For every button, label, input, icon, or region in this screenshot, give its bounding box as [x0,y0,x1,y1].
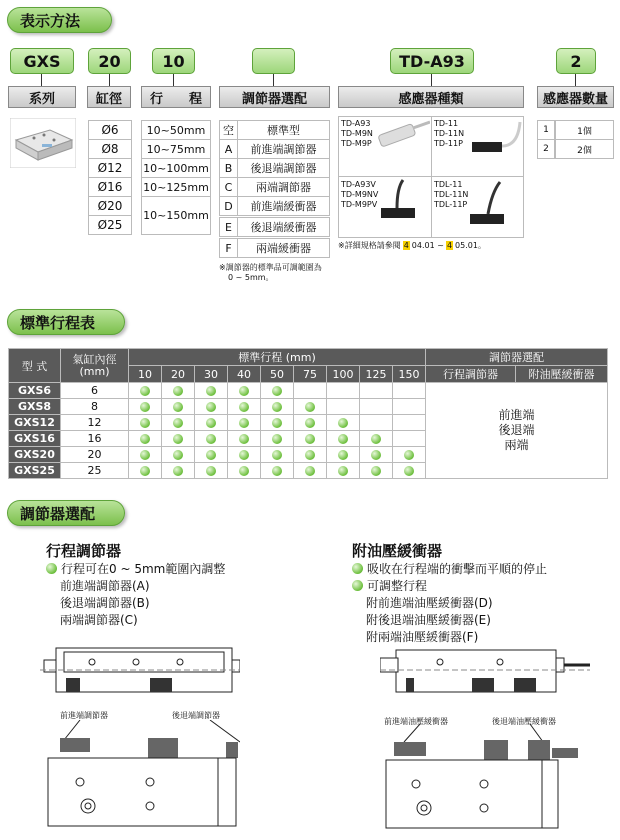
section-title-standard-stroke: 標準行程表 [7,309,125,335]
available-dot [404,466,414,476]
available-dot [239,466,249,476]
bore-cell: 6 [61,383,129,399]
bore-16: Ø16 [88,177,132,197]
stroke-cell [393,431,426,447]
stroke-cell [195,431,228,447]
stroke-col-header: 40 [228,366,261,383]
stroke-col-header: 20 [162,366,195,383]
stroke-cell [261,463,294,479]
bore-cell: 16 [61,431,129,447]
qty-val: 2個 [555,139,614,159]
sensor-image [375,178,430,236]
header-stroke: 行 程 [141,86,211,108]
available-dot [140,418,150,428]
sensor-image [468,178,523,236]
available-dot [173,386,183,396]
stroke-range: 10~100mm [141,158,211,178]
adjuster-row: C 兩端調節器 [219,177,330,197]
stroke-cell [162,431,195,447]
bore-cell: 12 [61,415,129,431]
stroke-cell [228,431,261,447]
left-line: 兩端調節器(C) [60,613,138,627]
available-dot [206,450,216,460]
stroke-cell [195,399,228,415]
stroke-cell [228,447,261,463]
stroke-cell [162,415,195,431]
code-qty: 2 [556,48,596,74]
sensor-note: ※詳細規格請參閱 4 04.01 ~ 4 05.01。 [338,241,486,250]
header-sensor: 感應器種類 [338,86,524,108]
adjuster-row: 空 標準型 [219,120,330,140]
stroke-cell [294,383,327,399]
stroke-cell [327,415,360,431]
stroke-cell [360,431,393,447]
available-dot [173,434,183,444]
label-rear-adjuster: 後退端調節器 [172,711,220,720]
code-sensor: TD-A93 [390,48,474,74]
available-dot [371,434,381,444]
adjuster-row: F 兩端緩衝器 [219,238,330,258]
adjuster-option: 兩端 [504,438,529,452]
stroke-cell [294,463,327,479]
header-series: 系列 [8,86,76,108]
stroke-range: 10~125mm [141,177,211,197]
qty-num: 2 [537,139,555,159]
model-cell: GXS12 [9,415,61,431]
adjuster-note: ※調節器的標準品可調範圍為 [219,263,322,272]
section-title-adjuster: 調節器選配 [7,500,125,526]
stroke-cell [294,399,327,415]
right-title: 附油壓緩衝器 [352,542,443,560]
stroke-col-header: 100 [327,366,360,383]
model-cell: GXS8 [9,399,61,415]
available-dot [338,466,348,476]
stroke-cell [129,383,162,399]
stroke-cell [162,463,195,479]
header-qty: 感應器數量 [537,86,614,108]
available-dot [206,402,216,412]
stroke-col-header: 50 [261,366,294,383]
stroke-cell [228,463,261,479]
stroke-range: 10~75mm [141,139,211,159]
right-bullet: 可調整行程 [352,577,427,594]
sensor-model-a: TD-A93 TD-M9N TD-M9P [341,119,373,148]
model-cell: GXS6 [9,383,61,399]
stroke-cell [360,415,393,431]
available-dot [272,402,282,412]
adjuster-row: B 後退端調節器 [219,158,330,178]
adjuster-options-cell [426,383,608,479]
stroke-cell [327,447,360,463]
stroke-cell [228,383,261,399]
adj-col-header: 行程調節器 [426,366,516,383]
code-adjuster [252,48,295,74]
available-dot [272,418,282,428]
stroke-cell [261,431,294,447]
adjuster-option: 後退端 [498,423,535,437]
qty-val: 1個 [555,120,614,140]
available-dot [206,418,216,428]
stroke-cell [393,383,426,399]
adjuster-row: E 後退端緩衝器 [219,217,330,237]
left-line: 前進端調節器(A) [60,579,150,593]
bore-cell: 20 [61,447,129,463]
stroke-cell [162,399,195,415]
available-dot [338,450,348,460]
stroke-range: 10~50mm [141,120,211,140]
available-dot [338,418,348,428]
sensor-image [375,120,430,170]
section-title-notation: 表示方法 [7,7,112,33]
label-front-adjuster: 前進端調節器 [60,711,108,720]
stroke-cell [294,415,327,431]
stroke-col-header: 30 [195,366,228,383]
stroke-cell [327,431,360,447]
available-dot [272,434,282,444]
bore-20: Ø20 [88,196,132,216]
available-dot [272,386,282,396]
available-dot [206,434,216,444]
available-dot [173,466,183,476]
available-dot [140,450,150,460]
stroke-cell [294,447,327,463]
available-dot [173,450,183,460]
available-dot [173,418,183,428]
code-bore: 20 [88,48,131,74]
available-dot [338,434,348,444]
bore-25: Ø25 [88,215,132,235]
available-dot [305,466,315,476]
available-dot [305,402,315,412]
stroke-cell [195,415,228,431]
model-cell: GXS25 [9,463,61,479]
right-line: 附前進端油壓緩衝器(D) [366,596,493,610]
stroke-cell [360,383,393,399]
adjuster-note: 0 ~ 5mm。 [228,273,274,282]
stroke-cell [129,447,162,463]
stroke-cell [261,399,294,415]
left-title: 行程調節器 [46,542,122,560]
available-dot [140,386,150,396]
adjuster-option: 前進端 [498,408,535,422]
header-bore: 缸徑 [87,86,131,108]
available-dot [371,466,381,476]
available-dot [371,450,381,460]
left-bullet: 行程可在0 ~ 5mm範圍內調整 [46,560,225,577]
stroke-cell [129,431,162,447]
stroke-cell [228,415,261,431]
left-line: 後退端調節器(B) [60,596,150,610]
stroke-cell [261,447,294,463]
stroke-range: 10~150mm [141,196,211,235]
stroke-cell [393,463,426,479]
sensor-model-b: TD-11 TD-11N TD-11P [434,119,465,148]
available-dot [239,386,249,396]
available-dot [404,450,414,460]
bore-8: Ø8 [88,139,132,159]
stroke-cell [360,463,393,479]
stroke-cell [360,399,393,415]
header-adjuster: 調節器選配 [219,86,330,108]
qty-num: 1 [537,120,555,140]
available-dot [305,434,315,444]
shock-absorber-top-drawing [380,638,590,700]
right-line: 附兩端油壓緩衝器(F) [366,630,479,644]
stroke-cell [327,399,360,415]
available-dot [140,466,150,476]
available-dot [239,402,249,412]
adjuster-row: A 前進端調節器 [219,139,330,159]
stroke-cell [195,447,228,463]
table-row [9,383,608,399]
stroke-cell [327,383,360,399]
stroke-cell [162,447,195,463]
available-dot [239,450,249,460]
available-dot [305,418,315,428]
adj-col-header: 附油壓緩衝器 [516,366,608,383]
bore-6: Ø6 [88,120,132,140]
stroke-cell [261,383,294,399]
available-dot [239,418,249,428]
stroke-cell [393,399,426,415]
stroke-cell [327,463,360,479]
available-dot [173,402,183,412]
available-dot [272,450,282,460]
available-dot [140,402,150,412]
stroke-col-header: 75 [294,366,327,383]
bore-cell: 25 [61,463,129,479]
stroke-cell [228,399,261,415]
available-dot [140,434,150,444]
adjuster-row: D 前進端緩衝器 [219,196,330,216]
available-dot [272,466,282,476]
sensor-image [468,120,523,170]
bore-cell: 8 [61,399,129,415]
stroke-cell [294,431,327,447]
label-front-shock: 前進端油壓緩衝器 [384,717,448,726]
shock-absorber-side-drawing [380,724,590,834]
stroke-col-header: 10 [129,366,162,383]
right-bullet: 吸收在行程端的衝擊而平順的停止 [352,560,547,577]
stroke-adjuster-top-drawing [40,638,240,700]
bore-12: Ø12 [88,158,132,178]
stroke-cell [195,463,228,479]
stroke-col-header: 150 [393,366,426,383]
standard-stroke-table: 型 式 氣缸內徑 (mm) 標準行程 (mm) 調節器選配 10 20 30 40 50 75 100 125 150 行程調節器 附油壓緩衝器 GXS6 6 前進端 後退端 兩端 GXS8 8 GXS12 12 GXS16 16 GXS20 20 GXS25 25 [8,348,608,479]
stroke-cell [393,447,426,463]
label-rear-shock: 後退端油壓緩衝器 [492,717,556,726]
right-line: 附後退端油壓緩衝器(E) [366,613,491,627]
available-dot [206,386,216,396]
stroke-col-header: 125 [360,366,393,383]
code-stroke: 10 [152,48,195,74]
stroke-cell [393,415,426,431]
sensor-model-d: TDL-11 TDL-11N TDL-11P [434,180,469,209]
model-cell: GXS20 [9,447,61,463]
sensor-model-c: TD-A93V TD-M9NV TD-M9PV [341,180,379,209]
stroke-adjuster-side-drawing [40,720,240,830]
stroke-cell [261,415,294,431]
available-dot [206,466,216,476]
cylinder-product-image [10,118,76,168]
stroke-cell [195,383,228,399]
code-model: GXS [10,48,74,74]
stroke-cell [129,415,162,431]
available-dot [239,434,249,444]
stroke-cell [129,463,162,479]
stroke-cell [360,447,393,463]
stroke-cell [129,399,162,415]
model-cell: GXS16 [9,431,61,447]
stroke-cell [162,383,195,399]
available-dot [305,450,315,460]
